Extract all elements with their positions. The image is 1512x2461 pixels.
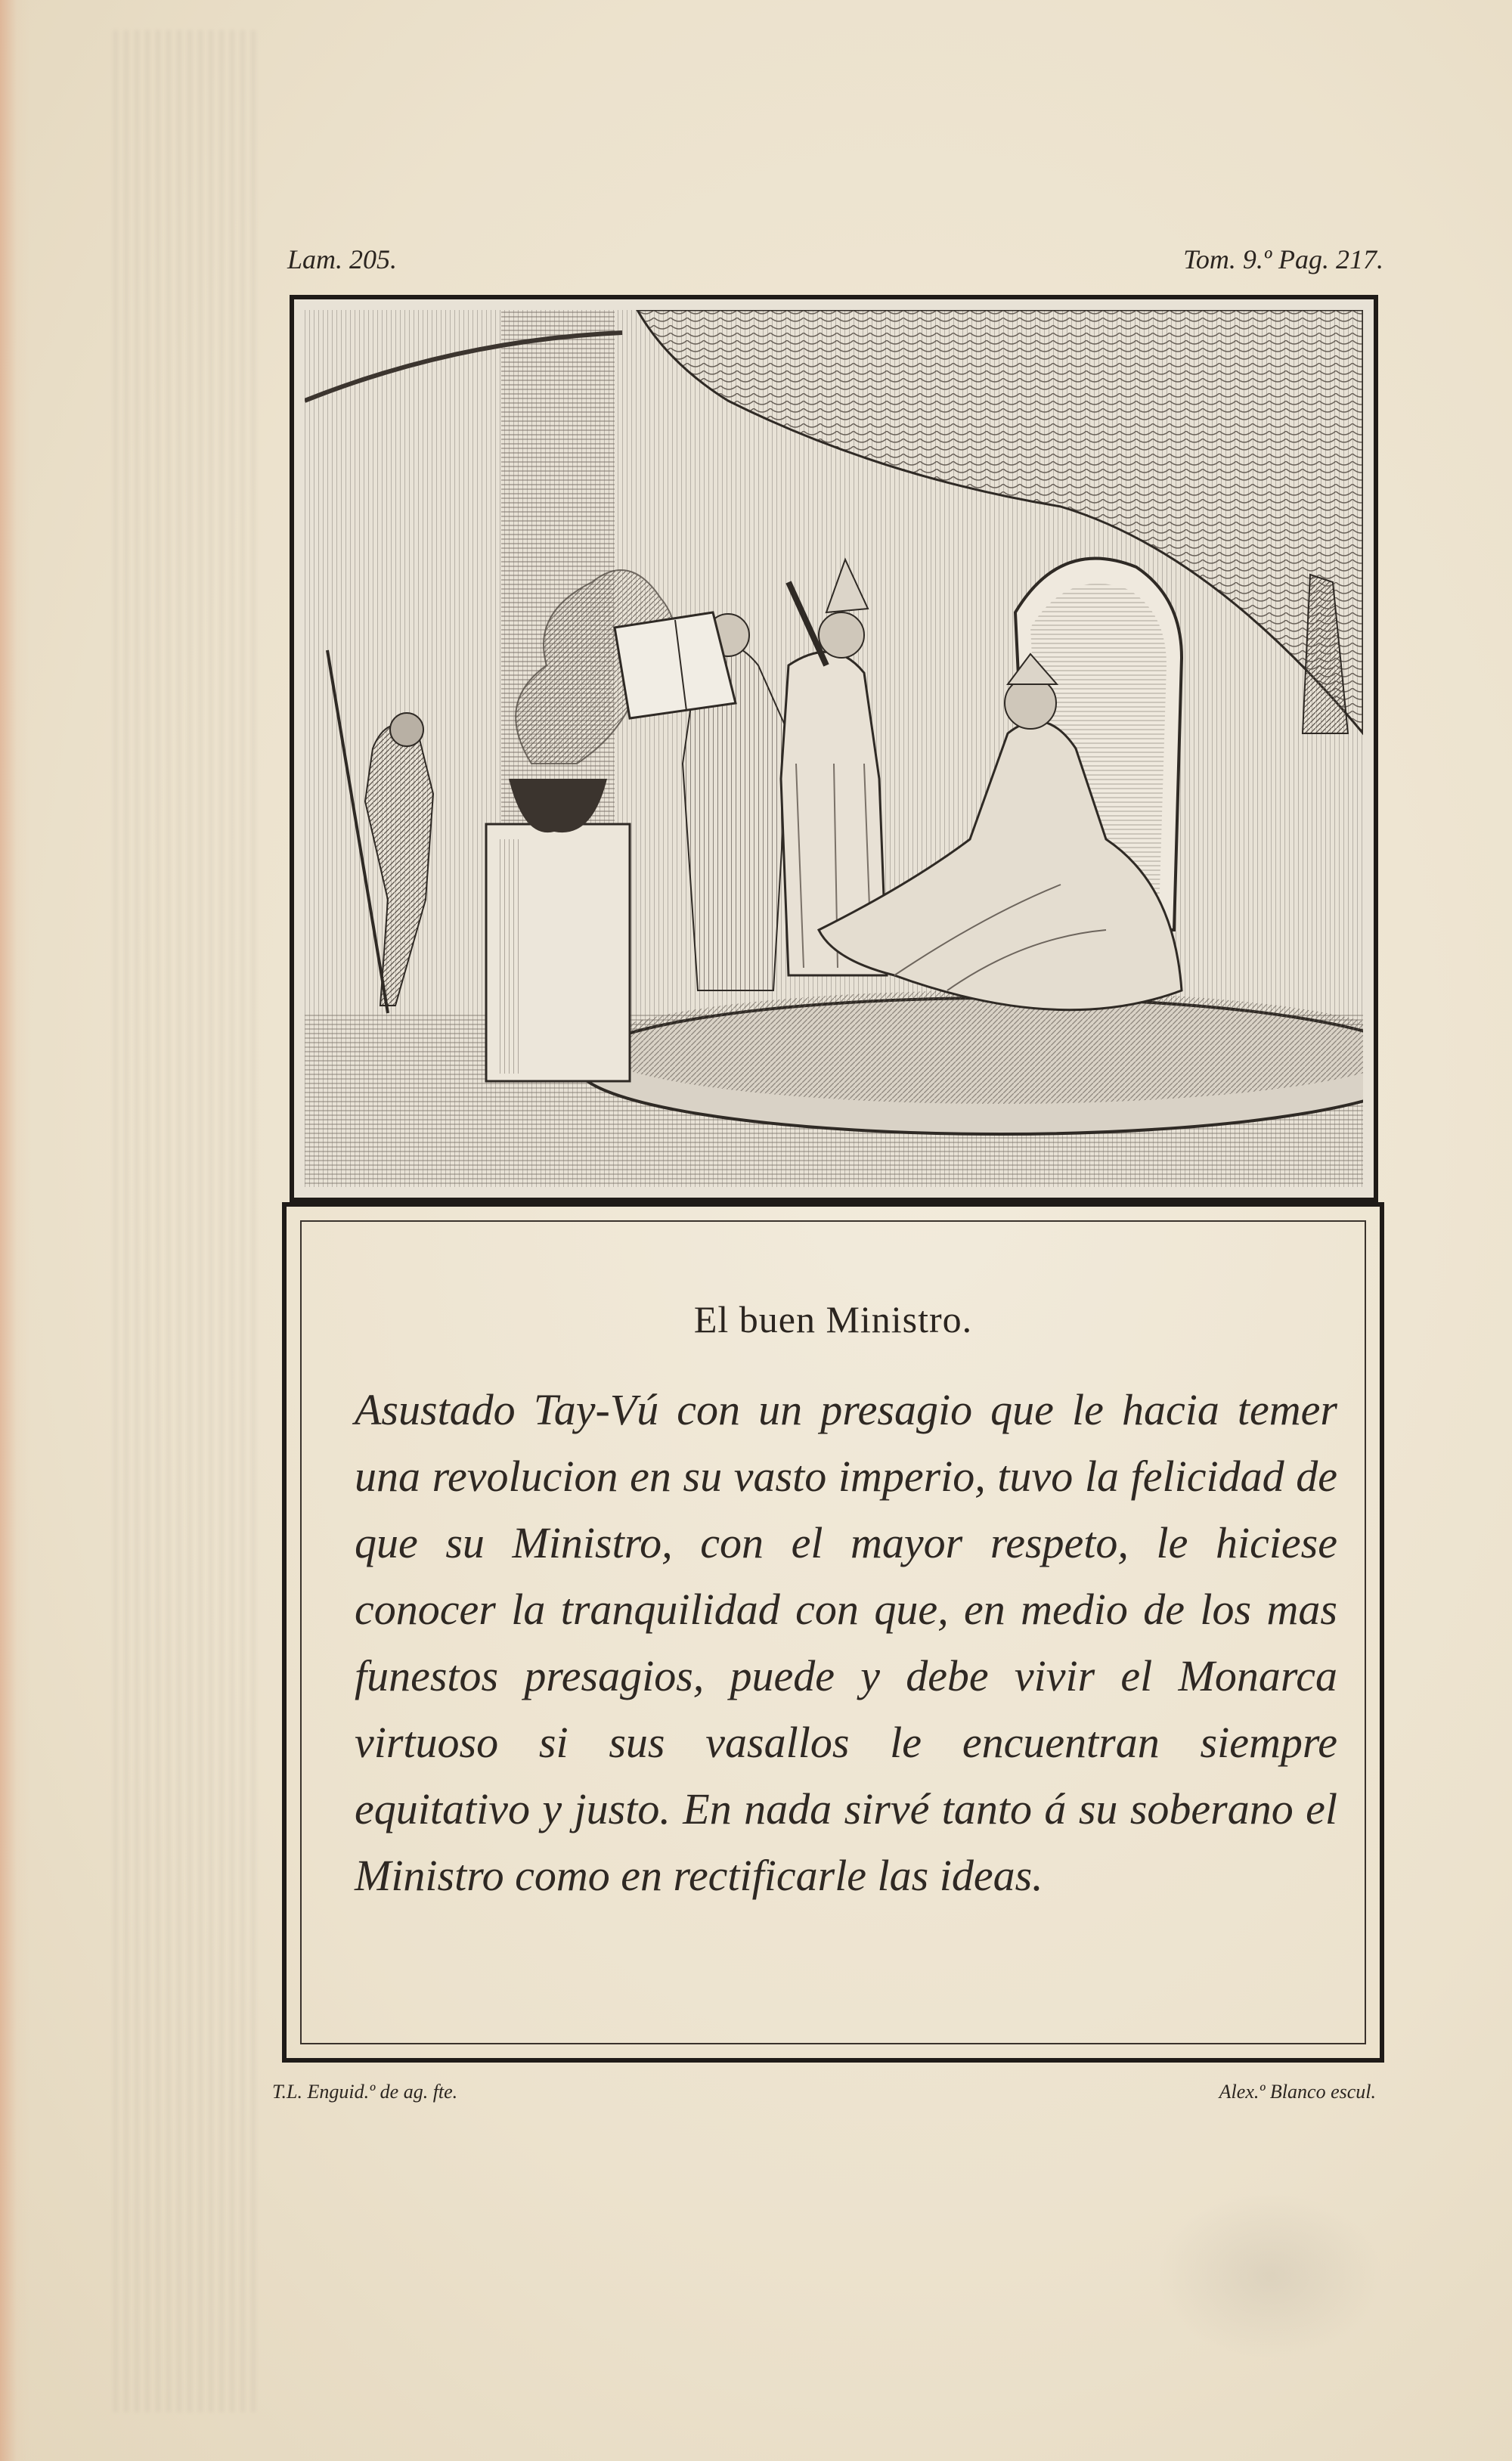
caption-inner-border: [300, 1220, 1366, 2044]
caption-frame: [282, 1202, 1384, 2063]
publisher-credit: Alex.º Blanco escul.: [1219, 2081, 1376, 2103]
engraver-credit: T.L. Enguid.º de ag. fte.: [272, 2081, 458, 2103]
plate-number: Lam. 205.: [287, 244, 398, 274]
volume-page-reference: Tom. 9.º Pag. 217.: [1183, 244, 1383, 274]
caption-text: Asustado Tay-Vú con un presagio que le hacia temer una revolucion en su vasto imperio, tuvo la felicidad de que su Ministro, con el mayor respeto, le hiciese conocer la tranquilidad con que, en medio de los mas funestos presagios, puede y debe vivir el Monarca virtuoso si sus vasallos le encuentran siempre equitativo y justo. En nada sirvé tanto á su soberano el Ministro como en rectificarle las ideas.: [355, 1385, 1337, 1900]
paper-stain: [1157, 2193, 1383, 2359]
caption-title: El buen Ministro.: [693, 1298, 973, 1341]
paper-stain: [113, 30, 257, 2412]
engraving-illustration: [290, 295, 1378, 1202]
throne-scene-engraving: [305, 310, 1363, 1187]
plate-header: [287, 243, 1383, 281]
